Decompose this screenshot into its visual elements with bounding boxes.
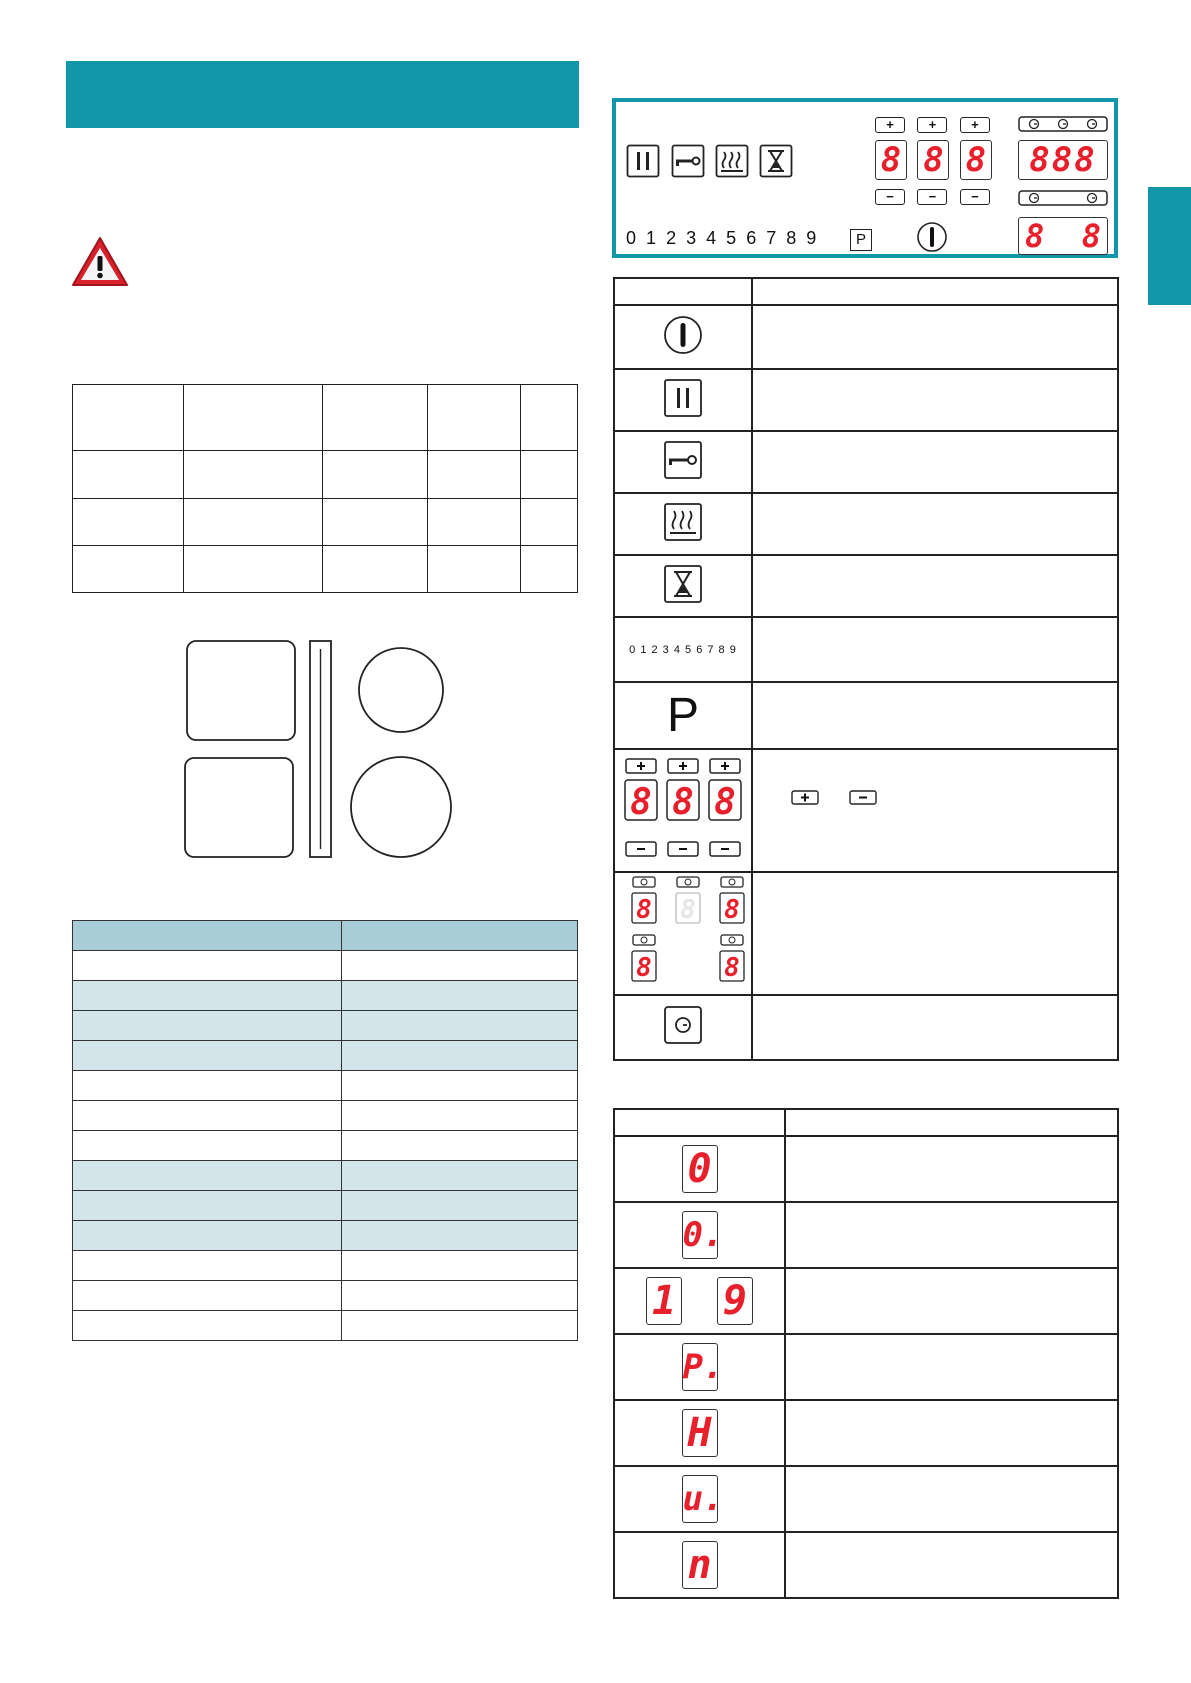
timer-display: 888 [1018, 140, 1108, 180]
symbol-cell [614, 995, 752, 1060]
symbol-table [613, 277, 1119, 1061]
section-tab [1148, 187, 1191, 305]
description-cell [752, 493, 1118, 555]
zones-cell [342, 1101, 578, 1131]
spec-cell [428, 385, 521, 451]
display-digit-nine: 9 [717, 1277, 753, 1325]
spec-cell [184, 385, 323, 451]
zones-cell [342, 1041, 578, 1071]
symbol-header-cell [614, 278, 752, 305]
power-level-scale-label: 0 1 2 3 4 5 6 7 8 9 [629, 643, 737, 656]
spec-cell [73, 545, 184, 592]
description-cell [752, 617, 1118, 682]
zones-cell [342, 951, 578, 981]
zones-cell [342, 921, 578, 951]
spec-cell [521, 385, 578, 451]
display-symbol-cell [614, 1268, 785, 1334]
symbol-header-cell [752, 278, 1118, 305]
warning-icon [70, 234, 130, 289]
plus-minus-buttons-illustration [791, 790, 887, 806]
display-description-cell [785, 1334, 1118, 1400]
timer-hourglass-icon [663, 564, 703, 604]
display-digit-zero: 0 [682, 1145, 718, 1193]
zones-cell [73, 1221, 342, 1251]
display-symbol-cell [614, 1136, 785, 1202]
zones-cell [342, 1221, 578, 1251]
scale-digit[interactable]: 9 [806, 228, 817, 248]
key-lock-icon[interactable] [671, 144, 705, 178]
scale-digit[interactable]: 1 [646, 228, 657, 248]
display-header-cell [785, 1109, 1118, 1136]
display-table [613, 1108, 1119, 1599]
zones-table [72, 920, 578, 1341]
description-cell [752, 749, 1118, 872]
display-header-cell [614, 1109, 785, 1136]
display-h: H [682, 1409, 718, 1457]
hob-layout-diagram [180, 635, 470, 865]
symbol-cell [614, 682, 752, 749]
power-onoff-icon [663, 315, 703, 355]
zone3-plus-button[interactable]: + [960, 117, 990, 133]
scale-digit[interactable]: 8 [786, 228, 797, 248]
zone1-minus-button[interactable]: − [875, 189, 905, 205]
zones-cell [73, 1041, 342, 1071]
zones-cell [73, 981, 342, 1011]
zone-controls-illustration [621, 756, 745, 860]
symbol-cell [614, 555, 752, 617]
symbol-cell [614, 617, 752, 682]
scale-digit[interactable]: 5 [726, 228, 737, 248]
zones-cell [73, 1281, 342, 1311]
zones-cell [73, 1161, 342, 1191]
keep-warm-icon [663, 502, 703, 542]
zones-cell [73, 1101, 342, 1131]
display-u-dot: u. [682, 1475, 718, 1523]
pause-icon[interactable] [626, 144, 660, 178]
scale-digit[interactable]: 0 [626, 228, 637, 248]
spec-cell [73, 451, 184, 498]
scale-digit[interactable]: 6 [746, 228, 757, 248]
zones-cell [73, 1191, 342, 1221]
zones-cell [73, 1011, 342, 1041]
zone-digit: 8 [714, 782, 736, 823]
spec-cell [521, 545, 578, 592]
p-boost-symbol: P [666, 688, 699, 742]
zone1-display: 8 [875, 140, 907, 180]
symbol-cell [614, 305, 752, 369]
description-cell [752, 872, 1118, 995]
display-digit-zero-dot: 0. [682, 1211, 718, 1259]
zones-cell [342, 1251, 578, 1281]
lower-digit-right: 8 [1081, 217, 1101, 255]
zone2-minus-button[interactable]: − [917, 189, 947, 205]
power-level-scale[interactable] [626, 228, 816, 249]
timer-digit: 8 [724, 895, 740, 925]
display-description-cell [785, 1136, 1118, 1202]
display-description-cell [785, 1532, 1118, 1598]
display-symbol-cell [614, 1400, 785, 1466]
display-description-cell [785, 1202, 1118, 1268]
description-cell [752, 555, 1118, 617]
control-panel [612, 98, 1118, 258]
display-symbol-cell [614, 1202, 785, 1268]
power-onoff-icon[interactable] [916, 221, 948, 253]
description-cell [752, 305, 1118, 369]
zones-cell [342, 981, 578, 1011]
spec-cell [428, 498, 521, 545]
zone2-display: 8 [917, 140, 949, 180]
zones-cell [342, 1161, 578, 1191]
zones-cell [73, 1071, 342, 1101]
timer-selector-strip[interactable] [1018, 116, 1108, 132]
zones-cell [73, 1311, 342, 1341]
display-p-dot: P. [682, 1343, 718, 1391]
spec-cell [521, 498, 578, 545]
zone-digit: 8 [630, 782, 652, 823]
description-cell [752, 369, 1118, 431]
spec-cell [521, 451, 578, 498]
zone1-plus-button[interactable]: + [875, 117, 905, 133]
scale-digit[interactable]: 4 [706, 228, 717, 248]
display-symbol-cell [614, 1532, 785, 1598]
lower-timer-display [1018, 217, 1108, 255]
display-description-cell [785, 1268, 1118, 1334]
keep-warm-icon[interactable] [715, 144, 749, 178]
header-bar [66, 61, 579, 128]
spec-cell [323, 545, 428, 592]
zones-cell [342, 1131, 578, 1161]
zones-cell [342, 1071, 578, 1101]
timer-selector-strip-lower[interactable] [1018, 190, 1108, 206]
description-cell [752, 431, 1118, 493]
scale-digit[interactable]: 3 [686, 228, 697, 248]
zones-cell [73, 921, 342, 951]
zones-cell [73, 1131, 342, 1161]
spec-cell [184, 498, 323, 545]
zone-digit: 8 [672, 782, 694, 823]
scale-digit[interactable]: 2 [666, 228, 677, 248]
zones-cell [73, 1251, 342, 1281]
zone2-plus-button[interactable]: + [917, 117, 947, 133]
zones-cell [73, 951, 342, 981]
scale-digit[interactable]: 7 [766, 228, 777, 248]
timer-digit-dim: 8 [680, 895, 696, 925]
timer-displays-illustration [621, 875, 745, 987]
timer-digit: 8 [636, 953, 652, 983]
timer-digit: 8 [636, 895, 652, 925]
spec-cell [323, 451, 428, 498]
pause-icon [663, 378, 703, 418]
display-symbol-cell [614, 1334, 785, 1400]
symbol-cell [614, 872, 752, 995]
symbol-cell [614, 493, 752, 555]
display-description-cell [785, 1400, 1118, 1466]
zones-cell [342, 1011, 578, 1041]
symbol-cell [614, 431, 752, 493]
spec-cell [73, 498, 184, 545]
key-lock-icon [663, 440, 703, 480]
spec-cell [428, 545, 521, 592]
display-n: n [682, 1541, 718, 1589]
description-cell [752, 995, 1118, 1060]
display-description-cell [785, 1466, 1118, 1532]
zone3-display: 8 [960, 140, 992, 180]
spec-cell [184, 451, 323, 498]
display-symbol-cell [614, 1466, 785, 1532]
spec-table [72, 384, 578, 593]
zone3-minus-button[interactable]: − [960, 189, 990, 205]
spec-cell [323, 498, 428, 545]
symbol-cell [614, 369, 752, 431]
spec-cell [323, 385, 428, 451]
symbol-cell [614, 749, 752, 872]
spec-cell [184, 545, 323, 592]
p-boost-button[interactable]: P [850, 229, 872, 251]
timer-digit: 8 [724, 953, 740, 983]
zones-cell [342, 1281, 578, 1311]
timer-hourglass-icon[interactable] [759, 144, 793, 178]
lower-digit-left: 8 [1025, 217, 1045, 255]
spec-cell [73, 385, 184, 451]
display-digit-one: 1 [646, 1277, 682, 1325]
zones-cell [342, 1311, 578, 1341]
spec-cell [428, 451, 521, 498]
description-cell [752, 682, 1118, 749]
clock-timer-icon [663, 1005, 703, 1045]
zones-cell [342, 1191, 578, 1221]
